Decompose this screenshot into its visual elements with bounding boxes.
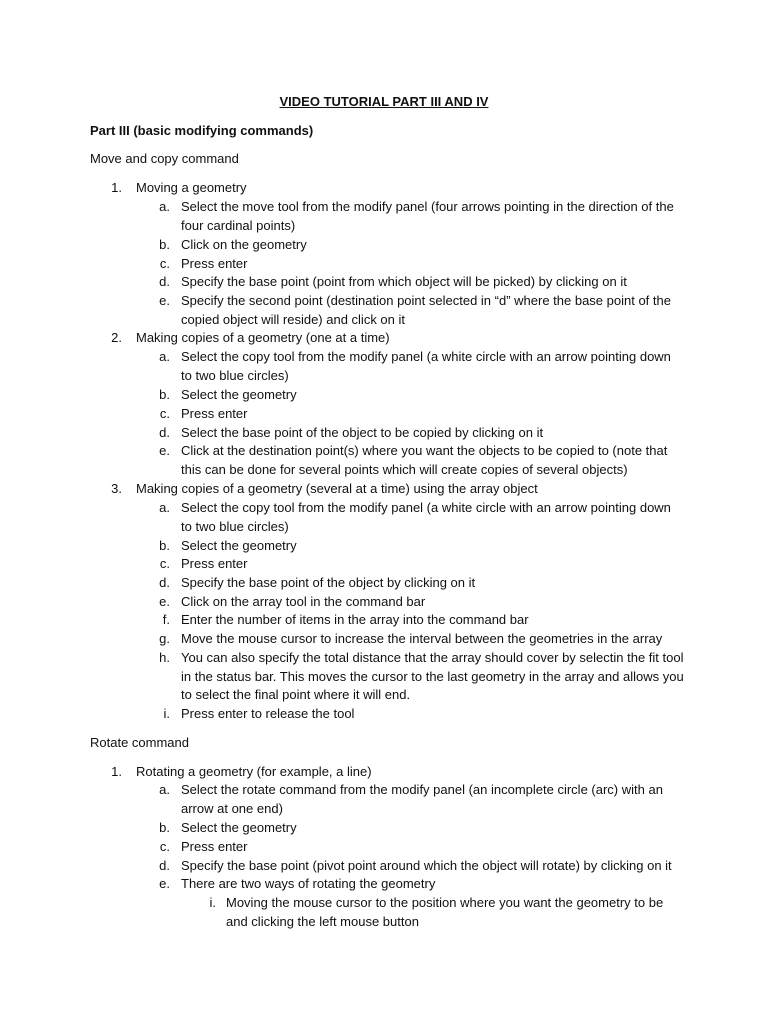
- sub-item-line: Click on the geometry: [181, 237, 307, 252]
- document-title: VIDEO TUTORIAL PART III AND IV: [279, 94, 489, 109]
- sub-sub-item-line: Moving the mouse cursor to the position where you want the geometry to be: [226, 895, 664, 910]
- sub-item-line: You can also specify the total distance that the array should cover by selectin the fit tool: [181, 650, 684, 665]
- sub-marker: h.: [159, 650, 170, 665]
- list-item: Moving a geometry: [136, 180, 247, 195]
- sub-item-line: Specify the base point (point from which object will be picked) by clicking on it: [181, 274, 627, 289]
- sub-sub-item-line: and clicking the left mouse button: [226, 914, 419, 929]
- sub-marker: a.: [159, 500, 170, 515]
- sub-marker: d.: [159, 274, 170, 289]
- sub-marker: f.: [162, 612, 170, 627]
- sub-marker: c.: [159, 556, 170, 571]
- sub-item-line: There are two ways of rotating the geometry: [181, 876, 436, 891]
- sub-marker: b.: [159, 237, 170, 252]
- sub-marker: b.: [159, 538, 170, 553]
- sub-item-line: Select the geometry: [181, 820, 297, 835]
- sub-marker: b.: [159, 387, 170, 402]
- sub-item-line: four cardinal points): [181, 218, 296, 233]
- sub-item-line: Click on the array tool in the command bar: [181, 594, 426, 609]
- sub-marker: e.: [159, 443, 170, 458]
- sub-item-line: Select the geometry: [181, 387, 297, 402]
- list-number: 1.: [111, 764, 122, 779]
- sub-item-line: copied object will reside) and click on it: [181, 312, 405, 327]
- sub-item-line: Click at the destination point(s) where you want the objects to be copied to (note that: [181, 443, 668, 458]
- sub-item-line: Press enter: [181, 406, 248, 421]
- sub-marker: a.: [159, 349, 170, 364]
- sub-item-line: Select the geometry: [181, 538, 297, 553]
- sub-item-line: to two blue circles): [181, 368, 289, 383]
- sub-sub-marker: i.: [209, 895, 216, 910]
- sub-marker: c.: [159, 256, 170, 271]
- part3-heading: Part III (basic modifying commands): [90, 123, 314, 138]
- list-number: 2.: [111, 330, 122, 345]
- list-number: 3.: [111, 481, 122, 496]
- sub-item-line: in the status bar. This moves the cursor to the last geometry in the array and allows you: [181, 669, 684, 684]
- sub-item-line: Press enter: [181, 839, 248, 854]
- sub-item-line: to two blue circles): [181, 519, 289, 534]
- sub-marker: e.: [159, 876, 170, 891]
- list-item: Making copies of a geometry (one at a time): [136, 330, 390, 345]
- sub-item-line: Enter the number of items in the array into the command bar: [181, 612, 529, 627]
- sub-item-line: Press enter: [181, 256, 248, 271]
- sub-item-line: Select the copy tool from the modify panel (a white circle with an arrow pointing down: [181, 500, 671, 515]
- sub-item-line: Specify the base point of the object by clicking on it: [181, 575, 476, 590]
- move-copy-heading: Move and copy command: [90, 151, 239, 166]
- sub-marker: c.: [159, 406, 170, 421]
- sub-item-line: arrow at one end): [181, 801, 283, 816]
- rotate-heading: Rotate command: [90, 735, 189, 750]
- list-item: Making copies of a geometry (several at a time) using the array object: [136, 481, 538, 496]
- sub-marker: c.: [159, 839, 170, 854]
- sub-item-line: Select the move tool from the modify panel (four arrows pointing in the direction of the: [181, 199, 674, 214]
- sub-marker: b.: [159, 820, 170, 835]
- sub-item-line: to select the final point where it will end.: [181, 687, 411, 702]
- sub-marker: e.: [159, 594, 170, 609]
- sub-marker: g.: [159, 631, 170, 646]
- sub-item-line: Specify the base point (pivot point around which the object will rotate) by clicking on it: [181, 858, 672, 873]
- sub-item-line: Specify the second point (destination point selected in “d” where the base point of the: [181, 293, 671, 308]
- sub-item-line: Move the mouse cursor to increase the interval between the geometries in the array: [181, 631, 663, 646]
- sub-marker: d.: [159, 858, 170, 873]
- sub-marker: e.: [159, 293, 170, 308]
- sub-marker: i.: [163, 706, 170, 721]
- sub-item-line: Select the rotate command from the modify panel (an incomplete circle (arc) with an: [181, 782, 663, 797]
- sub-item-line: this can be done for several points which will create copies of several objects): [181, 462, 628, 477]
- sub-marker: d.: [159, 575, 170, 590]
- sub-item-line: Press enter: [181, 556, 248, 571]
- sub-item-line: Select the copy tool from the modify panel (a white circle with an arrow pointing down: [181, 349, 671, 364]
- sub-item-line: Select the base point of the object to be copied by clicking on it: [181, 425, 544, 440]
- sub-marker: a.: [159, 199, 170, 214]
- sub-item-line: Press enter to release the tool: [181, 706, 355, 721]
- list-number: 1.: [111, 180, 122, 195]
- list-item: Rotating a geometry (for example, a line): [136, 764, 372, 779]
- sub-marker: d.: [159, 425, 170, 440]
- sub-marker: a.: [159, 782, 170, 797]
